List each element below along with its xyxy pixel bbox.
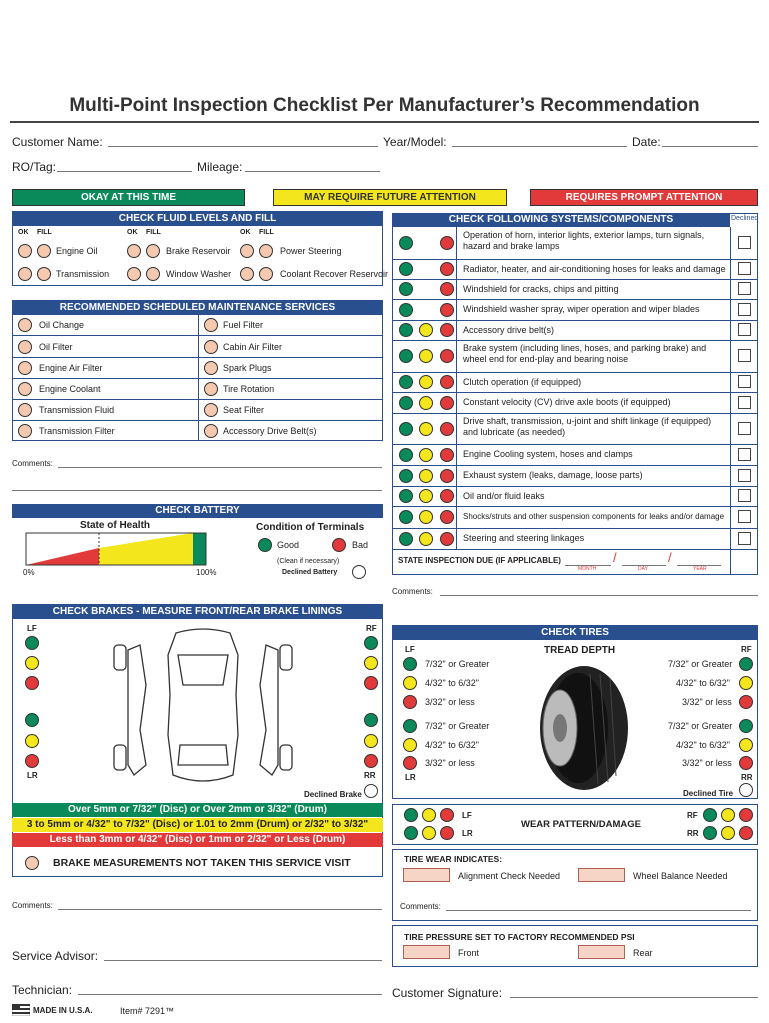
balance-label: Wheel Balance Needed — [633, 871, 728, 881]
wear-pattern-label: WEAR PATTERN/DAMAGE — [521, 819, 641, 830]
system-label: Engine Cooling system, hoses and clamps — [463, 449, 633, 459]
date-label: Date: — [632, 135, 661, 149]
wear-lr-green[interactable] — [404, 826, 418, 840]
system-red[interactable] — [440, 448, 454, 462]
system-green[interactable] — [399, 489, 413, 503]
system-green[interactable] — [399, 349, 413, 363]
system-yellow[interactable] — [419, 396, 433, 410]
system-yellow[interactable] — [419, 510, 433, 524]
front-label: Front — [458, 948, 480, 958]
tire-rr-yellow[interactable] — [739, 738, 753, 752]
fluids-header: CHECK FLUID LEVELS AND FILL — [13, 212, 382, 226]
rr-label: RR — [364, 771, 376, 780]
gauge-hundred: 100% — [196, 568, 217, 577]
system-declined-check[interactable] — [738, 349, 751, 362]
maint-check[interactable] — [18, 361, 32, 375]
system-red[interactable] — [440, 323, 454, 337]
fluid-label: Brake Reservoir — [166, 246, 231, 256]
page-title: Multi-Point Inspection Checklist Per Manufacturer’s Recommendation — [69, 95, 700, 116]
divider — [392, 528, 758, 529]
maint-check[interactable] — [204, 382, 218, 396]
system-label: Oil and/or fluid leaks — [463, 491, 545, 501]
system-red[interactable] — [440, 236, 454, 250]
brake-not-taken-label: BRAKE MEASUREMENTS NOT TAKEN THIS SERVICE VISIT — [53, 857, 351, 869]
tire-scale-label: 3/32" or less — [425, 758, 475, 768]
wear-lr-yellow[interactable] — [422, 826, 436, 840]
system-green[interactable] — [399, 323, 413, 337]
system-red[interactable] — [440, 422, 454, 436]
date-field[interactable] — [662, 146, 758, 147]
systems-comments-field[interactable] — [440, 595, 758, 596]
system-green[interactable] — [399, 469, 413, 483]
system-declined-check[interactable] — [738, 282, 751, 295]
customer-label: Customer Name: — [12, 135, 103, 149]
system-red[interactable] — [440, 375, 454, 389]
brake-lr-red[interactable] — [25, 754, 39, 768]
ok-label: OK — [127, 229, 138, 236]
maint-label: Transmission Filter — [39, 426, 115, 436]
brakes-header: CHECK BRAKES - MEASURE FRONT/REAR BRAKE LININGS — [13, 605, 382, 619]
engine-oil-ok[interactable] — [18, 244, 32, 258]
brake-rr-yellow[interactable] — [364, 734, 378, 748]
declined-battery-label: Declined Battery — [282, 569, 338, 576]
alignment-check[interactable] — [403, 868, 450, 882]
wear-lf-label: LF — [462, 811, 472, 820]
tire-scale-label: 7/32" or Greater — [425, 659, 490, 669]
car-diagram — [108, 625, 298, 793]
declined-tire-check[interactable] — [739, 783, 753, 797]
good-label: Good — [277, 540, 300, 550]
advisor-field[interactable] — [104, 960, 382, 961]
brake-rf-green[interactable] — [364, 636, 378, 650]
tire-scale-label: 7/32" or Greater — [668, 659, 733, 669]
maint-label: Engine Air Filter — [39, 363, 103, 373]
systems-header: CHECK FOLLOWING SYSTEMS/COMPONENTS — [392, 213, 730, 227]
tire-lf-red[interactable] — [403, 695, 417, 709]
comments-field[interactable] — [58, 467, 382, 468]
system-declined-check[interactable] — [738, 236, 751, 249]
system-declined-check[interactable] — [738, 396, 751, 409]
system-green[interactable] — [399, 375, 413, 389]
fluid-label: Window Washer — [166, 269, 232, 279]
front-pressure-check[interactable] — [403, 945, 450, 959]
system-label: Steering and steering linkages — [463, 533, 585, 543]
tire-scale-label: 3/32" or less — [425, 697, 475, 707]
wear-lf-green[interactable] — [404, 808, 418, 822]
maint-check[interactable] — [204, 361, 218, 375]
divider — [392, 299, 758, 300]
rear-pressure-check[interactable] — [578, 945, 625, 959]
tire-rf-yellow[interactable] — [739, 676, 753, 690]
brake-lr-yellow[interactable] — [25, 734, 39, 748]
system-declined-check[interactable] — [738, 262, 751, 275]
date-sep: / — [613, 550, 617, 565]
wear-rf-red[interactable] — [739, 808, 753, 822]
tire-rr-label: RR — [741, 773, 753, 782]
tire-scale-label: 4/32" to 6/32" — [425, 740, 479, 750]
brake-not-taken-check[interactable] — [25, 856, 39, 870]
wear-rf-yellow[interactable] — [721, 808, 735, 822]
divider — [392, 392, 758, 393]
lr-label: LR — [27, 771, 38, 780]
system-red[interactable] — [440, 262, 454, 276]
tire-scale-label: 4/32" to 6/32" — [425, 678, 479, 688]
maint-check[interactable] — [204, 403, 218, 417]
system-red[interactable] — [440, 510, 454, 524]
system-label: Shocks/struts and other suspension components for leaks and/or damage — [463, 512, 725, 521]
lf-label: LF — [27, 624, 37, 633]
system-red[interactable] — [440, 282, 454, 296]
brake-rr-red[interactable] — [364, 754, 378, 768]
ro-label: RO/Tag: — [12, 160, 57, 174]
comments-field-2[interactable] — [12, 490, 382, 491]
battery-gauge — [25, 532, 207, 566]
comments-label: Comments: — [12, 901, 53, 910]
brake-yellow-scale: 3 to 5mm or 4/32" to 7/32" (Disc) or 1.01 to 2mm (Drum) or 2/32" to 3/32" — [12, 818, 383, 832]
window-washer-fill[interactable] — [146, 267, 160, 281]
power-steering-fill[interactable] — [259, 244, 273, 258]
maint-check[interactable] — [18, 424, 32, 438]
system-red[interactable] — [440, 396, 454, 410]
tire-scale-label: 3/32" or less — [682, 758, 732, 768]
system-yellow[interactable] — [419, 448, 433, 462]
system-green[interactable] — [399, 422, 413, 436]
wear-rf-label: RF — [687, 811, 698, 820]
tire-scale-label: 7/32" or Greater — [425, 721, 490, 731]
terminal-bad[interactable] — [332, 538, 346, 552]
maintenance-header: RECOMMENDED SCHEDULED MAINTENANCE SERVICES — [13, 301, 382, 315]
maint-check[interactable] — [204, 424, 218, 438]
system-label: Drive shaft, transmission, u-joint and shift linkage (if equipped) and lubricate (as needed) — [463, 416, 712, 437]
state-inspection-label: STATE INSPECTION DUE (IF APPLICABLE) — [398, 556, 561, 565]
system-declined-check[interactable] — [738, 489, 751, 502]
tires-header: CHECK TIRES — [393, 626, 757, 640]
maint-check[interactable] — [18, 318, 32, 332]
system-yellow[interactable] — [419, 469, 433, 483]
divider — [392, 340, 758, 341]
day-label: DAY — [638, 566, 648, 572]
coolant-ok[interactable] — [240, 267, 254, 281]
divider — [12, 357, 383, 358]
terminals-label: Condition of Terminals — [256, 522, 365, 533]
fluid-label: Transmission — [56, 269, 110, 279]
brake-lf-yellow[interactable] — [25, 656, 39, 670]
brake-lf-green[interactable] — [25, 636, 39, 650]
coolant-fill[interactable] — [259, 267, 273, 281]
system-red[interactable] — [440, 469, 454, 483]
system-red[interactable] — [440, 303, 454, 317]
system-green[interactable] — [399, 532, 413, 546]
alignment-label: Alignment Check Needed — [458, 871, 561, 881]
brake-reservoir-fill[interactable] — [146, 244, 160, 258]
made-in-usa: MADE IN U.S.A. — [33, 1006, 93, 1015]
comments-label: Comments: — [12, 459, 53, 468]
wear-rr-label: RR — [687, 829, 699, 838]
rf-label: RF — [366, 624, 377, 633]
system-green[interactable] — [399, 282, 413, 296]
divider — [456, 227, 457, 549]
brake-comments-field[interactable] — [58, 909, 382, 910]
tire-wear-label: TIRE WEAR INDICATES: — [404, 854, 503, 864]
divider — [12, 420, 383, 421]
system-yellow[interactable] — [419, 532, 433, 546]
tire-comments-label: Comments: — [400, 902, 441, 911]
divider — [392, 549, 758, 550]
wear-rf-green[interactable] — [703, 808, 717, 822]
mileage-label: Mileage: — [197, 160, 243, 174]
fluid-label: Coolant Recover Reservoir — [280, 269, 389, 279]
technician-label: Technician: — [12, 983, 73, 997]
system-label: Clutch operation (if equipped) — [463, 377, 582, 387]
system-declined-check[interactable] — [738, 323, 751, 336]
brake-reservoir-ok[interactable] — [127, 244, 141, 258]
system-yellow[interactable] — [419, 349, 433, 363]
declined-header: Declined — [731, 215, 759, 222]
system-label: Exhaust system (leaks, damage, loose parts) — [463, 470, 643, 480]
year-label: Year/Model: — [383, 135, 447, 149]
system-declined-check[interactable] — [738, 375, 751, 388]
system-green[interactable] — [399, 396, 413, 410]
declined-brake-label: Declined Brake — [304, 790, 362, 799]
divider — [392, 320, 758, 321]
system-declined-check[interactable] — [738, 510, 751, 523]
wear-lr-label: LR — [462, 829, 473, 838]
maint-label: Fuel Filter — [223, 320, 264, 330]
tire-rf-red[interactable] — [739, 695, 753, 709]
maint-check[interactable] — [204, 340, 218, 354]
divider — [392, 506, 758, 507]
system-declined-check[interactable] — [738, 532, 751, 545]
system-label: Accessory drive belt(s) — [463, 325, 555, 335]
signature-field[interactable] — [510, 997, 758, 998]
tire-lr-red[interactable] — [403, 756, 417, 770]
fill-label: FILL — [146, 229, 161, 236]
year-field[interactable] — [452, 146, 627, 147]
system-label: Windshield for cracks, chips and pitting — [463, 284, 619, 294]
power-steering-ok[interactable] — [240, 244, 254, 258]
mileage-field[interactable] — [245, 171, 380, 172]
system-label: Operation of horn, interior lights, exterior lamps, turn signals, hazard and brake lamps — [463, 230, 705, 251]
legend-okay: OKAY AT THIS TIME — [12, 189, 245, 206]
system-red[interactable] — [440, 532, 454, 546]
system-declined-check[interactable] — [738, 469, 751, 482]
divider — [12, 335, 383, 336]
system-green[interactable] — [399, 448, 413, 462]
declined-battery-check[interactable] — [352, 565, 366, 579]
divider — [12, 378, 383, 379]
maint-label: Oil Change — [39, 320, 85, 330]
bad-label: Bad — [352, 540, 369, 550]
battery-header: CHECK BATTERY — [12, 504, 383, 518]
brake-green-scale: Over 5mm or 7/32" (Disc) or Over 2mm or 3/32" (Drum) — [12, 803, 383, 817]
maint-label: Engine Coolant — [39, 384, 101, 394]
wear-lf-yellow[interactable] — [422, 808, 436, 822]
tire-lf-label: LF — [405, 645, 415, 654]
system-green[interactable] — [399, 236, 413, 250]
brake-rf-red[interactable] — [364, 676, 378, 690]
tire-lf-green[interactable] — [403, 657, 417, 671]
clean-note: (Clean if necessary) — [277, 558, 340, 565]
system-yellow[interactable] — [419, 323, 433, 337]
wear-rr-yellow[interactable] — [721, 826, 735, 840]
maint-check[interactable] — [18, 403, 32, 417]
title-rule — [10, 121, 759, 123]
signature-label: Customer Signature: — [392, 986, 503, 1000]
tire-lr-label: LR — [405, 773, 416, 782]
system-red[interactable] — [440, 349, 454, 363]
window-washer-ok[interactable] — [127, 267, 141, 281]
maint-label: Spark Plugs — [223, 363, 272, 373]
tire-rf-green[interactable] — [739, 657, 753, 671]
wear-rr-green[interactable] — [703, 826, 717, 840]
maint-label: Seat Filter — [223, 405, 265, 415]
fluid-label: Engine Oil — [56, 246, 98, 256]
terminal-good[interactable] — [258, 538, 272, 552]
tire-lr-yellow[interactable] — [403, 738, 417, 752]
system-label: Constant velocity (CV) drive axle boots (if equipped) — [463, 397, 671, 407]
brake-lf-red[interactable] — [25, 676, 39, 690]
tire-comments-field[interactable] — [446, 910, 751, 911]
tire-rf-label: RF — [741, 645, 752, 654]
brake-lr-green[interactable] — [25, 713, 39, 727]
system-label: Radiator, heater, and air-conditioning hoses for leaks and damage — [463, 264, 726, 274]
system-label: Brake system (including lines, hoses, and parking brake) and wheel end for end-play and bearing noise — [463, 343, 707, 364]
system-declined-check[interactable] — [738, 303, 751, 316]
tire-image — [538, 664, 630, 792]
maint-check[interactable] — [18, 382, 32, 396]
transmission-fill[interactable] — [37, 267, 51, 281]
systems-comments-label: Comments: — [392, 587, 433, 596]
soh-label: State of Health — [80, 520, 151, 531]
system-declined-check[interactable] — [738, 448, 751, 461]
tire-scale-label: 4/32" to 6/32" — [676, 740, 730, 750]
fill-label: FILL — [259, 229, 274, 236]
maint-label: Oil Filter — [39, 342, 73, 352]
tire-rr-green[interactable] — [739, 719, 753, 733]
wear-rr-red[interactable] — [739, 826, 753, 840]
maint-check[interactable] — [18, 340, 32, 354]
legend-prompt: REQUIRES PROMPT ATTENTION — [530, 189, 758, 206]
us-flag-icon — [12, 1004, 30, 1016]
system-green[interactable] — [399, 262, 413, 276]
tread-depth-label: TREAD DEPTH — [544, 645, 616, 656]
system-green[interactable] — [399, 303, 413, 317]
system-yellow[interactable] — [419, 422, 433, 436]
engine-oil-fill[interactable] — [37, 244, 51, 258]
rear-label: Rear — [633, 948, 653, 958]
tire-lr-green[interactable] — [403, 719, 417, 733]
tire-scale-label: 4/32" to 6/32" — [676, 678, 730, 688]
system-yellow[interactable] — [419, 375, 433, 389]
fluid-label: Power Steering — [280, 246, 342, 256]
maint-label: Accessory Drive Belt(s) — [223, 426, 317, 436]
system-green[interactable] — [399, 510, 413, 524]
gauge-zero: 0% — [23, 568, 35, 577]
system-label: Windshield washer spray, wiper operation and wiper blades — [463, 304, 700, 314]
brake-rr-green[interactable] — [364, 713, 378, 727]
divider — [392, 279, 758, 280]
divider — [392, 465, 758, 466]
ok-label: OK — [240, 229, 251, 236]
tire-rr-red[interactable] — [739, 756, 753, 770]
ok-label: OK — [18, 229, 29, 236]
date-sep: / — [668, 550, 672, 565]
system-yellow[interactable] — [419, 489, 433, 503]
wear-lf-red[interactable] — [440, 808, 454, 822]
divider — [392, 372, 758, 373]
maint-label: Transmission Fluid — [39, 405, 115, 415]
maint-label: Tire Rotation — [223, 384, 275, 394]
brake-rf-yellow[interactable] — [364, 656, 378, 670]
tire-lf-yellow[interactable] — [403, 676, 417, 690]
pressure-label: TIRE PRESSURE SET TO FACTORY RECOMMENDED PSI — [404, 932, 635, 942]
advisor-label: Service Advisor: — [12, 949, 99, 963]
divider — [392, 444, 758, 445]
wear-lr-red[interactable] — [440, 826, 454, 840]
transmission-ok[interactable] — [18, 267, 32, 281]
tire-scale-label: 7/32" or Greater — [668, 721, 733, 731]
item-number: Item# 7291™ — [120, 1006, 175, 1016]
system-declined-check[interactable] — [738, 422, 751, 435]
technician-field[interactable] — [78, 994, 382, 995]
customer-field[interactable] — [108, 146, 378, 147]
divider — [12, 399, 383, 400]
fill-label: FILL — [37, 229, 52, 236]
declined-brake-check[interactable] — [364, 784, 378, 798]
year-label: YEAR — [693, 566, 707, 572]
declined-tire-label: Declined Tire — [683, 789, 734, 798]
divider — [392, 413, 758, 414]
month-label: MONTH — [578, 566, 597, 572]
brake-red-scale: Less than 3mm or 4/32" (Disc) or 1mm or 2/32" or Less (Drum) — [12, 833, 383, 847]
tire-scale-label: 3/32" or less — [682, 697, 732, 707]
system-red[interactable] — [440, 489, 454, 503]
divider — [392, 259, 758, 260]
legend-future: MAY REQUIRE FUTURE ATTENTION — [273, 189, 507, 206]
maint-check[interactable] — [204, 318, 218, 332]
maint-label: Cabin Air Filter — [223, 342, 283, 352]
balance-check[interactable] — [578, 868, 625, 882]
divider — [392, 486, 758, 487]
ro-field[interactable] — [57, 171, 192, 172]
